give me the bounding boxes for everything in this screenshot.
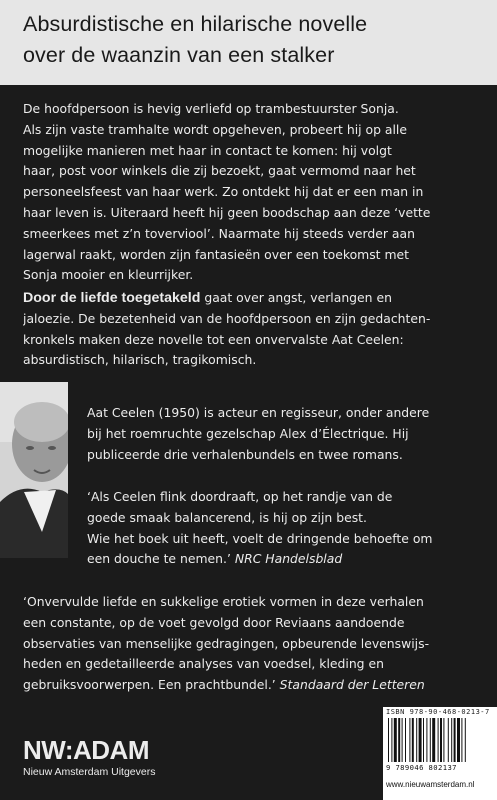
quote-line: heden en gedetailleerde analyses van voedsel, kleding en — [23, 656, 384, 672]
author-line: Aat Ceelen (1950) is acteur en regisseur, onder andere — [87, 405, 430, 420]
publisher-name: Nieuw Amsterdam Uitgevers — [23, 766, 156, 778]
publisher-logo: NW:ADAM — [23, 735, 149, 765]
book-title: Door de liefde toegetakeld — [23, 290, 201, 306]
barcode-digits: 9 789046 802137 — [386, 763, 457, 772]
author-line: publiceerde drie verhalenbundels en twee romans. — [87, 446, 403, 462]
quote-source: NRC Handelsblad — [234, 551, 343, 567]
publisher-url: www.nieuwamsterdam.nl — [386, 780, 475, 789]
author-line: bij het roemruchte gezelschap Alex d’Électrique. Hij — [87, 425, 409, 441]
blurb-line: haar, post voor winkels die zij bezoekt, gaat vermomd naar het — [23, 163, 416, 179]
summary-line-rest: gaat over angst, verlangen en — [200, 290, 392, 305]
quote-source: Standaard der Letteren — [279, 677, 425, 693]
author-bio — [87, 403, 487, 465]
quote-line: observaties van menselijke gedragingen, opbeurende levenswijs- — [23, 635, 430, 651]
summary-line: jaloezie. De bezetenheid van de hoofdpersoon en zijn gedachten- — [23, 310, 431, 326]
isbn-text: ISBN 978-90-468-0213-7 — [386, 708, 490, 716]
review-quote-nrc — [87, 487, 487, 570]
blurb-line: Sonja mooier en kleurrijker. — [23, 267, 194, 283]
publisher-block — [23, 736, 155, 778]
summary-line — [23, 288, 479, 309]
header-line-2: over de waanzin van een stalker — [23, 43, 335, 67]
blurb-paragraph — [23, 99, 479, 286]
quote-line — [87, 549, 487, 570]
quote-line: Wie het boek uit heeft, voelt de dringende behoefte om — [87, 530, 433, 546]
review-quote-standaard — [23, 592, 483, 696]
blurb-line: Als zijn vaste tramhalte wordt opgeheven, probeert hij op alle — [23, 121, 408, 137]
summary-line: kronkels maken deze novelle tot een onvervalste Aat Ceelen: — [23, 331, 404, 347]
quote-line: ‘Als Ceelen flink doordraaft, op het randje van de — [87, 489, 393, 504]
quote-line — [23, 675, 483, 696]
quote-line: een constante, op de voet gevolgd door Reviaans aandoende — [23, 614, 405, 630]
quote-last-text: gebruiksvoorwerpen. Een prachtbundel.’ — [23, 677, 280, 693]
quote-last-text: een douche te nemen.’ — [87, 551, 235, 567]
barcode-image — [386, 718, 492, 762]
blurb-line: De hoofdpersoon is hevig verliefd op trambestuurster Sonja. — [23, 101, 399, 116]
summary-paragraph — [23, 288, 479, 371]
blurb-line: personeelsfeest van haar werk. Zo ontdekt hij dat er een man in — [23, 184, 424, 200]
quote-line: ‘Onvervulde liefde en sukkelige erotiek vormen in deze verhalen — [23, 594, 424, 609]
author-photo — [0, 382, 68, 558]
summary-line: absurdistisch, hilarisch, tragikomisch. — [23, 352, 257, 368]
blurb-line: smeerkees met z’n tovervіool’. Naarmate hij steeds verder aan — [23, 225, 415, 241]
quote-line: goede smaak balancerend, is hij op zijn best. — [87, 509, 367, 525]
blurb-line: haar leven is. Uiteraard heeft hij geen boodschap aan deze ‘vette — [23, 204, 431, 220]
header-line-1: Absurdistische en hilarische novelle — [23, 12, 368, 36]
blurb-line: mogelijke manieren met haar in contact te komen: hij volgt — [23, 142, 392, 158]
header-band — [0, 0, 497, 85]
blurb-line: lagerwal raakt, worden zijn fantasieën over een toekomst met — [23, 246, 410, 262]
